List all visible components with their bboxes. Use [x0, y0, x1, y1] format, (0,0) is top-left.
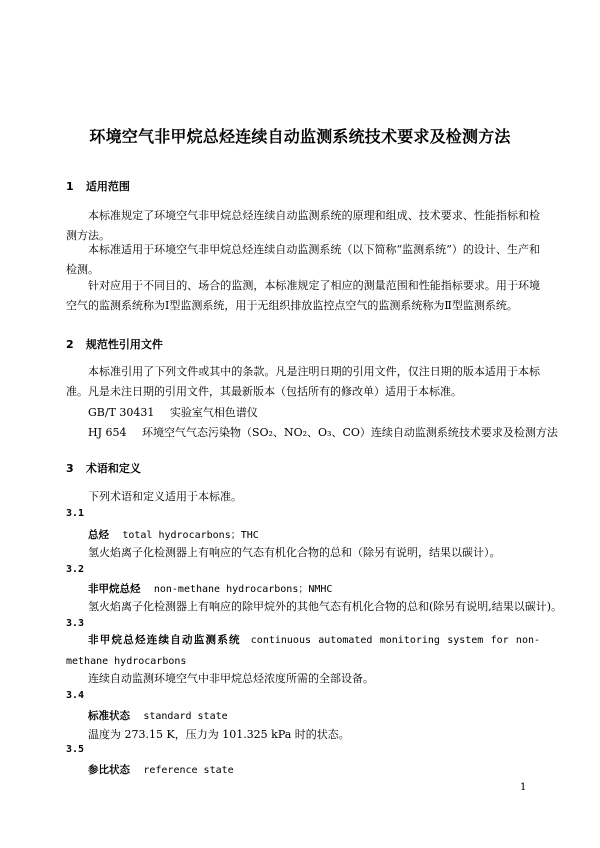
term-definition: 氢火焰离子化检测器上有响应的气态有机化合物的总和（除另有说明，结果以碳计）。 — [88, 546, 501, 559]
paragraph: 针对应用于不同目的、场合的监测，本标准规定了相应的测量范围和性能指标要求。用于环境空气的监测系统称为Ⅰ型监测系统，用于无组织排放监控点空气的监测系统称为Ⅱ型监测系统。 — [66, 279, 540, 312]
term-zh: 参比状态 — [88, 764, 130, 776]
term-zh: 非甲烷总烃 — [88, 583, 141, 595]
term-definition: 温度为 273.15 K，压力为 101.325 kPa 时的状态。 — [88, 728, 350, 741]
term-heading — [88, 526, 259, 542]
section-number: 3 — [66, 462, 74, 475]
term-en: standard state — [143, 711, 228, 722]
section-intro: 下列术语和定义适用于本标准。 — [88, 490, 242, 503]
section-number: 2 — [66, 338, 74, 351]
section-title: 术语和定义 — [85, 462, 141, 475]
section-3-heading — [66, 460, 141, 476]
clause-number: 3.2 — [66, 564, 85, 575]
clause-number: 3.4 — [66, 690, 85, 701]
clause-number: 3.3 — [66, 618, 85, 629]
section-title: 适用范围 — [85, 180, 130, 193]
section-2-heading — [66, 336, 163, 352]
reference-item — [88, 424, 558, 440]
term-en: non-methane hydrocarbons；NMHC — [153, 584, 333, 595]
clause-number: 3.5 — [66, 744, 85, 755]
term-en: total hydrocarbons；THC — [122, 530, 259, 541]
term-heading — [88, 708, 228, 723]
term-definition: 连续自动监测环境空气中非甲烷总烃浓度所需的全部设备。 — [88, 672, 374, 685]
reference-name: 环境空气气态污染物（SO₂、NO₂、O₃、CO）连续自动监测系统技术要求及检测方法 — [142, 426, 558, 439]
section-title: 规范性引用文件 — [85, 338, 163, 351]
document-title: 环境空气非甲烷总烃连续自动监测系统技术要求及检测方法 — [89, 127, 511, 146]
term-zh: 非甲烷总烃连续自动监测系统 — [88, 634, 241, 646]
reference-code: HJ 654 — [88, 426, 127, 439]
reference-name: 实验室气相色谱仪 — [169, 406, 258, 419]
term-definition: 氢火焰离子化检测器上有响应的除甲烷外的其他气态有机化合物的总和(除另有说明,结果以碳计)。 — [88, 600, 563, 613]
term-heading — [88, 762, 234, 777]
term-heading — [66, 630, 540, 672]
term-zh: 标准状态 — [88, 710, 130, 722]
paragraph: 本标准适用于环境空气非甲烷总烃连续自动监测系统（以下简称“监测系统”）的设计、生产和检测。 — [66, 243, 540, 276]
term-heading — [88, 580, 332, 596]
paragraph: 本标准引用了下列文件或其中的条款。凡是注明日期的引用文件，仅注日期的版本适用于本标准。凡是未注日期的引用文件，其最新版本（包括所有的修改单）适用于本标准。 — [66, 365, 540, 398]
section-1-heading — [66, 178, 130, 194]
term-en: reference state — [143, 765, 234, 776]
term-en: continuous automated monitoring system for non-methane hydrocarbons — [66, 635, 541, 667]
paragraph: 本标准规定了环境空气非甲烷总烃连续自动监测系统的原理和组成、技术要求、性能指标和检测方法。 — [66, 209, 540, 242]
reference-code: GB/T 30431 — [88, 406, 155, 419]
reference-item — [88, 404, 258, 420]
term-zh: 总烃 — [88, 529, 109, 541]
section-number: 1 — [66, 180, 74, 193]
clause-number: 3.1 — [66, 508, 85, 519]
page-number: 1 — [520, 782, 527, 793]
